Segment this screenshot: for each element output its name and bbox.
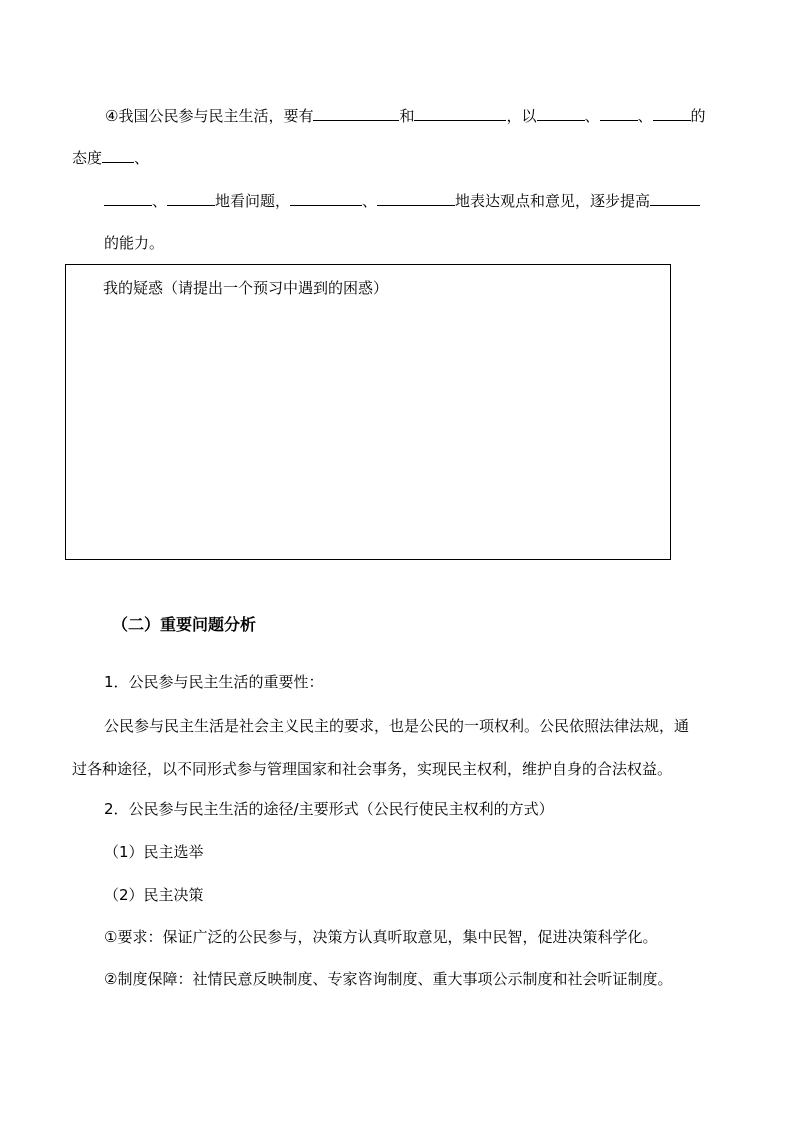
fill-text: ，以 bbox=[506, 107, 537, 125]
fill-text: 我国公民参与民主生活，要有 bbox=[118, 107, 314, 125]
list-item: （1）民主选举 bbox=[104, 843, 204, 861]
question-box-label: 我的疑惑（请提出一个预习中遇到的困惑） bbox=[103, 279, 389, 297]
fill-text: 的 bbox=[690, 107, 706, 125]
separator: 、 bbox=[637, 107, 653, 125]
fill-text: 的能力。 bbox=[104, 234, 165, 252]
blank-field[interactable] bbox=[104, 191, 152, 206]
blank-field[interactable] bbox=[313, 106, 399, 121]
blank-field[interactable] bbox=[414, 106, 506, 121]
fill-in-line-3 bbox=[104, 191, 700, 211]
separator: 、 bbox=[134, 149, 150, 167]
blank-field[interactable] bbox=[600, 106, 638, 121]
blank-field[interactable] bbox=[290, 191, 362, 206]
fill-in-line-2 bbox=[72, 148, 149, 168]
fill-text: 态度 bbox=[72, 149, 103, 167]
point-line: ②制度保障：社情民意反映制度、专家咨询制度、重大事项公示制度和社会听证制度。 bbox=[104, 970, 673, 988]
blank-field[interactable] bbox=[650, 191, 700, 206]
fill-text: 地看问题， bbox=[215, 192, 291, 210]
item-marker: ④ bbox=[105, 107, 119, 125]
paragraph-line: 公民参与民主生活是社会主义民主的要求，也是公民的一项权利。公民依照法律法规，通 bbox=[104, 717, 690, 735]
fill-in-line-1 bbox=[105, 106, 706, 126]
blank-field[interactable] bbox=[653, 106, 691, 121]
paragraph-line: 过各种途径，以不同形式参与管理国家和社会事务，实现民主权利，维护自身的合法权益。 bbox=[72, 760, 673, 778]
list-item: （2）民主决策 bbox=[104, 886, 204, 904]
blank-field[interactable] bbox=[102, 148, 134, 163]
blank-field[interactable] bbox=[537, 106, 585, 121]
question-2-title: 2．公民参与民主生活的途径/主要形式（公民行使民主权利的方式） bbox=[104, 800, 554, 818]
fill-text: 和 bbox=[399, 107, 415, 125]
fill-text: 地表达观点和意见，逐步提高 bbox=[455, 192, 651, 210]
blank-field[interactable] bbox=[167, 191, 215, 206]
point-line: ①要求：保证广泛的公民参与，决策方认真听取意见，集中民智，促进决策科学化。 bbox=[104, 928, 658, 946]
fill-in-line-4 bbox=[104, 233, 164, 253]
question-1-title: 1．公民参与民主生活的重要性： bbox=[104, 673, 324, 691]
separator: 、 bbox=[152, 192, 168, 210]
question-box[interactable] bbox=[65, 264, 671, 560]
separator: 、 bbox=[362, 192, 378, 210]
blank-field[interactable] bbox=[377, 191, 455, 206]
section-heading: （二）重要问题分析 bbox=[112, 615, 257, 634]
separator: 、 bbox=[584, 107, 600, 125]
